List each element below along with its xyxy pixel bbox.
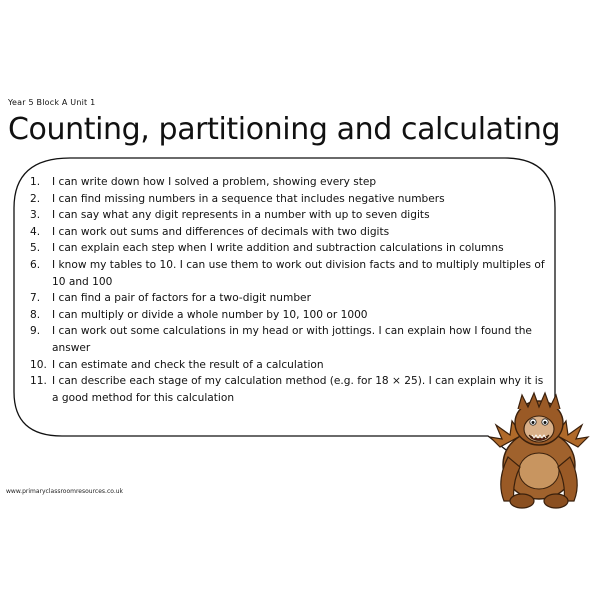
objectives-list xyxy=(30,174,550,406)
objective-number: 11. xyxy=(30,375,47,388)
objective-text: I can write down how I solved a problem, showing every step xyxy=(52,176,377,188)
objective-text: I can estimate and check the result of a calculation xyxy=(52,358,324,371)
objective-number: 1. xyxy=(30,176,41,188)
unit-label: Year 5 Block A Unit 1 xyxy=(8,98,96,107)
objective-item xyxy=(30,357,550,374)
objective-text: I can find a pair of factors for a two-digit number xyxy=(52,292,311,305)
objective-number: 8. xyxy=(30,308,41,321)
objective-item xyxy=(30,174,550,191)
website-footer: www.primaryclassroomresources.co.uk xyxy=(6,488,124,495)
objective-number: 3. xyxy=(30,209,41,222)
objective-item xyxy=(30,307,550,324)
page-title: Counting, partitioning and calculating xyxy=(8,112,561,147)
objective-item xyxy=(30,207,550,224)
objective-item xyxy=(30,240,550,257)
objective-text: I can find missing numbers in a sequence that includes negative numbers xyxy=(52,192,445,205)
objective-number: 2. xyxy=(30,192,41,205)
objective-item xyxy=(30,224,550,241)
objective-number: 5. xyxy=(30,242,41,255)
objective-number: 7. xyxy=(30,292,41,305)
objective-text: I can multiply or divide a whole number by 10, 100 or 1000 xyxy=(52,308,368,321)
objective-item xyxy=(30,323,550,356)
objective-number: 6. xyxy=(30,258,41,271)
objective-item xyxy=(30,290,550,307)
monkey-mascot-icon xyxy=(482,385,596,515)
objective-item xyxy=(30,191,550,208)
objective-text: I can work out sums and differences of decimals with two digits xyxy=(52,225,390,238)
objective-number: 10. xyxy=(30,358,47,371)
objective-number: 9. xyxy=(30,325,41,338)
objective-text: I know my tables to 10. I can use them to work out division facts and to multiply multiples of 10 and 100 xyxy=(52,258,545,288)
objective-item xyxy=(30,257,550,290)
objective-item xyxy=(30,373,550,406)
objective-text: I can explain each step when I write addition and subtraction calculations in columns xyxy=(52,242,504,255)
objective-text: I can work out some calculations in my head or with jottings. I can explain how I found the answer xyxy=(52,325,532,354)
objective-text: I can describe each stage of my calculation method (e.g. for 18 × 25). I can explain why it is a good method for this calculation xyxy=(52,375,544,404)
objective-number: 4. xyxy=(30,225,41,238)
objective-text: I can say what any digit represents in a number with up to seven digits xyxy=(52,209,430,222)
